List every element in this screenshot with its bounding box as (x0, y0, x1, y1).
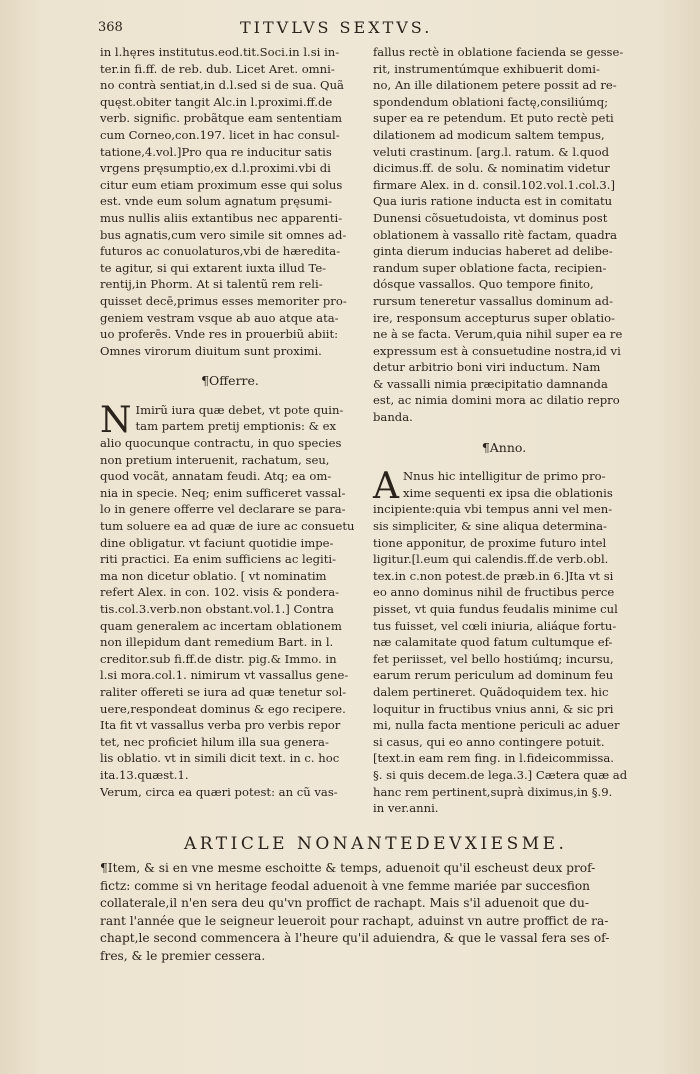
text-line: in ver.anni. (373, 801, 439, 816)
text-line: dalem pertineret. Quãdoquidem tex. hic (373, 684, 609, 699)
article-title: ARTICLE NONANTEDEVXIESME. (184, 834, 568, 854)
text-line: Imirũ iura quæ debet, vt pote quin- (135, 402, 344, 417)
text-line: oblationem à vassallo ritè factam, quadra (373, 227, 618, 242)
text-line: cum Corneo,con.197. licet in hac consul- (100, 127, 340, 142)
text-line: randum super oblatione facta, recipien- (373, 260, 607, 275)
text-line: refert Alex. in con. 102. visis & pondera- (100, 585, 340, 600)
text-line: quam generalem ac incertam oblationem (100, 618, 342, 633)
running-title: TITVLVS SEXTVS. (240, 18, 433, 37)
text-line: tex.in c.non potest.de præb.in 6.]Ita vt si (373, 568, 614, 583)
text-line: tum soluere ea ad quæ de iure ac consuetu (100, 519, 355, 534)
text-line: ita.13.quæst.1. (100, 767, 189, 782)
text-line: spondendum oblationi factę,consiliúmq; (373, 94, 609, 109)
text-line: incipiente:quia vbi tempus anni vel men- (373, 502, 613, 517)
text-line: Omnes virorum diuitum sunt proximi. (100, 343, 322, 358)
text-line: tet, nec proficiet hilum illa sua genera- (100, 734, 329, 749)
left-top-paragraph (100, 44, 360, 359)
text-line: ire, responsum accepturus super oblatio- (373, 310, 615, 325)
section-heading-offerre: ¶Offerre. (201, 373, 259, 389)
text-line: dilationem ad modicum saltem tempus, (373, 127, 605, 142)
text-line: hanc rem pertinent,suprà diximus,in §.9. (373, 784, 613, 799)
text-line: Dunensi cõsuetudoista, vt dominus post (373, 210, 608, 225)
text-line: fet periisset, vel bello hostiúmq; incursu, (373, 651, 614, 666)
text-line: futuros ac conuolaturos,vbi de hæredita- (100, 244, 341, 259)
section-heading-anno: ¶Anno. (481, 439, 527, 455)
text-line: nia in specie. Neq; enim sufficeret vassal- (100, 485, 346, 500)
text-line: est, ac nimia domini mora ac dilatio repro (373, 393, 620, 408)
text-line: næ calamitate quod fatum cultumque ef- (373, 635, 613, 650)
right-column (373, 44, 635, 817)
text-line: no contrà sentiat,in d.l.sed si de sua. Quã (100, 78, 344, 93)
text-line: chapt,le second commencera à l'heure qu'il aduiendra, & que le vassal fera ses of- (100, 931, 610, 946)
text-line: banda. (373, 410, 413, 425)
text-line: mi, nulla facta mentione periculi ac aduer (373, 718, 620, 733)
page-number: 368 (98, 20, 123, 35)
text-line: ne à se facta. Verum,quia nihil super ea re (373, 327, 623, 342)
text-line: non pretium interuenit, rachatum, seu, (100, 452, 330, 467)
text-line: l.si mora.col.1. nimirum vt vassallus gene- (100, 668, 349, 683)
text-line: dicimus.ff. de solu. & nominatim videtur (373, 161, 610, 176)
text-line: rursum teneretur vassallus dominum ad- (373, 293, 614, 308)
text-line: no, An ille dilationem petere possit ad re- (373, 78, 617, 93)
drop-cap-a: A (373, 466, 399, 508)
text-line: detur arbitrio boni viri inductum. Nam (373, 360, 601, 375)
text-line: collaterale,il n'en sera deu qu'vn proffict de rachapt. Mais s'il aduenoit que du- (100, 896, 590, 911)
text-line: ma non dicetur oblatio. [ vt nominatim (100, 568, 327, 583)
text-line: Verum, circa ea quæri potest: an cũ vas- (100, 784, 338, 799)
text-line: tus fuisset, vel cœli iniuria, aliáque fortu- (373, 618, 617, 633)
text-line: super ea re petendum. Et puto rectè peti (373, 111, 614, 126)
text-line: est. vnde eum solum agnatum pręsumi- (100, 194, 332, 209)
text-line: dósque vassallos. Quo tempore finito, (373, 277, 594, 292)
text-line: quod vocãt, annatam feudi. Atq; ea om- (100, 469, 332, 484)
text-line: Qua iuris ratione inducta est in comitatu (373, 194, 613, 209)
text-line: si casus, qui eo anno contingere potuit. (373, 734, 605, 749)
text-line: §. si quis decem.de lega.3.] Cætera quæ ad (373, 767, 628, 782)
text-line: creditor.sub fi.ff.de distr. pig.& Immo. in (100, 651, 337, 666)
text-line: fres, & le premier cessera. (100, 948, 266, 963)
page-header (98, 18, 658, 40)
drop-cap-n: N (100, 399, 132, 441)
text-line: rit, instrumentúmque exhibuerit domi- (373, 61, 600, 76)
text-line: alio quocunque contractu, in quo species (100, 436, 342, 451)
text-line: mus nullis aliis extantibus nec apparenti- (100, 210, 343, 225)
text-line: riti practici. Ea enim sufficiens ac legiti- (100, 552, 336, 567)
article-text (100, 860, 636, 966)
text-line: uo proferēs. Vnde res in prouerbiũ abiit: (100, 327, 339, 342)
text-line: dine obligatur. vt faciunt quotidie impe- (100, 535, 334, 550)
text-line: ligitur.[l.eum qui calendis.ff.de verb.obl. (373, 552, 609, 567)
text-line: & vassalli nimia præcipitatio damnanda (373, 376, 608, 391)
text-line: ¶Item, & si en vne mesme eschoitte & temps, aduenoit qu'il escheust deux prof- (100, 861, 596, 875)
text-line: pisset, vt quia fundus feudalis minime cul (373, 602, 618, 616)
text-line: xime sequenti ex ipsa die oblationis (403, 485, 613, 500)
text-line: vrgens pręsumptio,ex d.l.proximi.vbi di (100, 161, 331, 176)
text-line: ginta dierum inducias haberet ad delibe- (373, 244, 613, 259)
text-line: expressum est à consuetudine nostra,id vi (373, 343, 621, 358)
left-column (100, 44, 360, 800)
text-line: Nnus hic intelligitur de primo pro- (403, 469, 606, 484)
text-line: in l.hęres institutus.eod.tit.Soci.in l.si in- (100, 45, 340, 59)
text-line: earum rerum periculum ad dominum feu (373, 668, 614, 683)
text-line: sis simpliciter, & sine aliqua determina- (373, 519, 607, 534)
text-line: tis.col.3.verb.non obstant.vol.1.] Contra (100, 602, 334, 616)
text-line: eo anno dominus nihil de fructibus perce (373, 585, 615, 600)
text-line: quęst.obiter tangit Alc.in l.proximi.ff.de (100, 94, 333, 109)
text-line: fallus rectè in oblatione facienda se gesse- (373, 45, 624, 59)
text-line: loquitur in fructibus vnius anni, & sic pri (373, 701, 614, 716)
text-line: quisset decē,primus esses memoriter pro- (100, 293, 347, 308)
anno-paragraph (373, 468, 635, 816)
text-line: verb. signific. probãtque eam sententiam (100, 111, 342, 126)
text-line: raliter offereti se iura ad quæ tenetur sol- (100, 684, 347, 699)
text-line: veluti crastinum. [arg.l. ratum. & l.quod (373, 144, 609, 159)
text-line: uere,respondeat dominus & ego recipere. (100, 701, 346, 716)
text-line: tam partem pretij emptionis: & ex (135, 419, 337, 434)
text-line: Ita fit vt vassallus verba pro verbis repor (100, 718, 341, 733)
text-line: tione apponitur, de proxime futuro intel (373, 535, 607, 550)
text-line: citur eum etiam proximum esse qui solus (100, 177, 343, 192)
text-line: firmare Alex. in d. consil.102.vol.1.col.3.] (373, 177, 616, 192)
text-line: [text.in eam rem fing. in l.fideicommissa. (373, 751, 614, 766)
offerre-paragraph (100, 399, 360, 800)
text-line: geniem vestram vsque ab auo atque ata- (100, 310, 339, 325)
text-line: lis oblatio. vt in simili dicit text. in c. hoc (100, 751, 340, 766)
text-line: te agitur, si qui extarent iuxta illud Te- (100, 260, 327, 275)
text-line: rentij,in Phorm. At si talentũ rem reli- (100, 277, 323, 292)
text-line: rant l'année que le seigneur leueroit pour rachapt, aduinst vn autre proffict de ra- (100, 913, 609, 928)
text-line: fictz: comme si vn heritage feodal aduenoit à vne femme mariée par succesfion (100, 878, 591, 893)
right-top-paragraph (373, 44, 635, 426)
text-line: bus agnatis,cum vero simile sit omnes ad- (100, 227, 347, 242)
text-line: tatione,4.vol.]Pro qua re inducitur satis (100, 144, 332, 159)
text-line: ter.in fi.ff. de reb. dub. Licet Aret. omni- (100, 61, 335, 76)
text-line: non illepidum dant remedium Bart. in l. (100, 635, 334, 650)
text-line: lo in genere offerre vel declarare se para- (100, 502, 346, 517)
